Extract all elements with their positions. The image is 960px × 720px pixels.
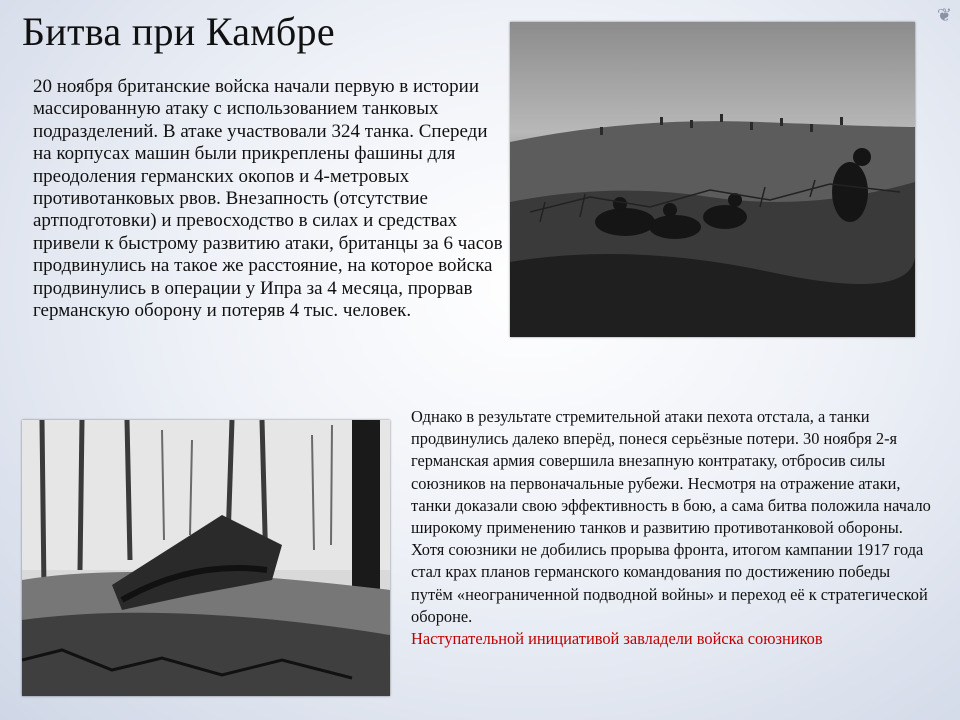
- destroyed-tank-image: [22, 420, 390, 696]
- battle-photo-destroyed-tank: [22, 420, 390, 696]
- battle-photo-soldiers: [510, 22, 915, 337]
- corner-ornament-icon: ❦: [936, 5, 952, 25]
- soldiers-attack-image: [510, 22, 915, 337]
- intro-text-block: [33, 76, 503, 322]
- outcome-text-block: [411, 406, 931, 650]
- paragraph-attack: 20 ноября британские войска начали первую в истории массированную атаку с использованием танковых подразделений. В атаке участвовали 324 танка. Спереди на корпусах машин были прикреплены фашины для преодоления германских окопов и 4-метровых противотанковых рвов. Внезапность (отсутствие артподготовки) и превосходство в силах и средствах привели к быстрому развитию атаки, британцы за 6 часов продвинулись на такое же расстояние, на которое войска продвинулись в операции у Ипра за 4 месяца, прорвав германскую оборону и потеряв 4 тыс. человек.: [33, 76, 503, 322]
- paragraph-campaign-result: Хотя союзники не добились прорыва фронта, итогом кампании 1917 года стал крах планов германского командования по достижению победы путём «неограниченной подводной войны» и переход её к стратегической обороне.: [411, 540, 928, 626]
- slide-title: Битва при Камбре: [22, 9, 335, 54]
- paragraph-counterattack: Однако в результате стремительной атаки пехота отстала, а танки продвинулись далеко вперёд, понеся серьёзные потери. 30 ноября 2-я германская армия совершила внезапную контратаку, отбросив силы союзников на первоначальные рубежи. Несмотря на отражение атаки, танки доказали свою эффективность в бою, а сама битва положила начало широкому применению танков и развитию противотанковой обороны.: [411, 407, 931, 538]
- highlight-conclusion: Наступательной инициативой завладели войска союзников: [411, 629, 823, 649]
